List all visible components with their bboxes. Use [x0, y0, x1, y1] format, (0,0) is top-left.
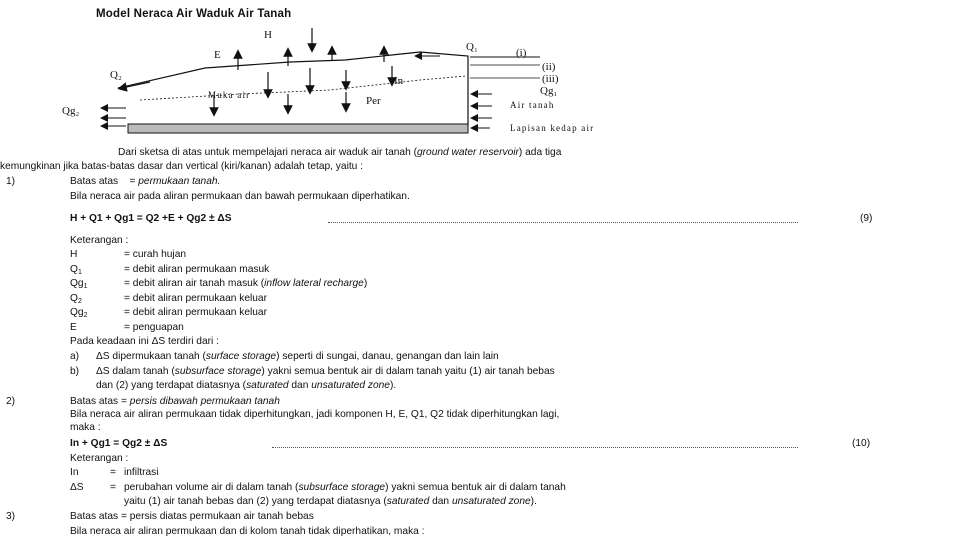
ket1-row-text: = curah hujan: [124, 249, 187, 260]
section-3-heading: Batas atas = persis diatas permukaan air tanah bebas: [70, 511, 314, 522]
sub-a-text: ΔS dipermukaan tanah (surface storage) seperti di sungai, danau, genangan dan lain lain: [96, 351, 499, 362]
keterangan-1-label: Keterangan :: [70, 235, 129, 246]
section-2-heading: Batas atas = persis dibawah permukaan tanah: [70, 396, 280, 407]
ket1-row-symbol: $Qg_1$: [70, 278, 88, 290]
formula-9: H + Q1 + Qg1 = Q2 +E + Qg2 ± ΔS: [70, 213, 232, 224]
ket1-row-symbol: $Qg_2$: [70, 307, 88, 319]
ket2-row-1-eq: =: [110, 467, 116, 478]
section-2-description-2: maka :: [70, 422, 101, 433]
label-muka-air: Muka air: [208, 90, 251, 100]
ket1-row-text: = debit aliran permukaan masuk: [124, 263, 270, 275]
ket2-row-1-sym: In: [70, 467, 79, 478]
ket2-row-2-sym: ΔS: [70, 482, 84, 493]
section-3-number: 3): [6, 511, 16, 522]
section-2-description: Bila neraca air aliran permukaan tidak diperhitungkan, jadi komponen H, E, Q1, Q2 tidak diperhitungkan lagi,: [70, 409, 560, 420]
ket1-row-text: = debit aliran permukaan keluar: [124, 292, 267, 304]
sub-b-label: b): [70, 366, 80, 377]
keadaan-line: Pada keadaan ini ΔS terdiri dari :: [70, 336, 219, 347]
section-1-heading: Batas atas = permukaan tanah.: [70, 176, 221, 187]
section-1-number: 1): [6, 176, 16, 187]
impermeable-layer: [128, 124, 468, 133]
label-qg1: Qg₁: [540, 85, 558, 97]
formula-9-leader: [328, 222, 798, 223]
label-lapisan: Lapisan kedap air: [510, 123, 595, 133]
formula-10-number: (10): [852, 438, 871, 449]
label-q1: Q₁: [466, 41, 478, 53]
label-in: In: [394, 75, 404, 87]
section-1-description: Bila neraca air pada aliran permukaan dan bawah permukaan diperhatikan.: [70, 191, 410, 202]
ground-surface-line: [118, 52, 468, 126]
label-ii: (ii): [542, 61, 556, 73]
sub-b-text: ΔS dalam tanah (subsurface storage) yakni semua bentuk air di dalam tanah yaitu (1) air tanah bebas: [96, 366, 555, 377]
water-table-line: [140, 76, 466, 100]
ket1-row-text: = debit aliran permukaan keluar: [124, 307, 267, 318]
section-3-description: Bila neraca air aliran permukaan dan di kolom tanah tidak diperhatikan, maka :: [70, 526, 425, 537]
ket1-row-symbol: $Q_1$: [70, 263, 82, 276]
ket1-row-symbol: E: [70, 321, 77, 333]
formula-9-number: (9): [860, 213, 873, 224]
label-qg2: Qg₂: [62, 105, 80, 117]
formula-10: In + Qg1 = Qg2 ± ΔS: [70, 438, 168, 449]
label-iii: (iii): [542, 73, 559, 85]
intro-line-2: kemungkinan jika batas-batas dasar dan vertical (kiri/kanan) adalah tetap, yaitu :: [0, 161, 363, 172]
label-i: (i): [516, 47, 527, 59]
label-h: H: [264, 29, 272, 41]
page-title: Model Neraca Air Waduk Air Tanah: [96, 8, 292, 20]
label-e: E: [214, 49, 221, 61]
keterangan-2-label: Keterangan :: [70, 453, 129, 464]
intro-line-1: Dari sketsa di atas untuk mempelajari neraca air waduk air tanah (ground water reservoir) ada tiga: [118, 147, 562, 158]
ket2-row-2-eq: =: [110, 482, 116, 493]
ket2-row-1-text: infiltrasi: [124, 467, 159, 478]
formula-10-leader: [272, 447, 798, 448]
label-per: Per: [366, 95, 381, 107]
ket2-row-2-text-2: yaitu (1) air tanah bebas dan (2) yang terdapat diatasnya (saturated dan unsaturated zone).: [124, 496, 537, 507]
ket1-row-symbol: H: [70, 249, 78, 260]
water-balance-diagram: [0, 0, 960, 140]
sub-a-label: a): [70, 351, 80, 362]
ket1-row-text: = debit aliran air tanah masuk (inflow lateral recharge): [124, 278, 368, 289]
label-q2: Q₂: [110, 69, 122, 81]
section-2-number: 2): [6, 396, 16, 407]
ket1-row-text: = penguapan: [124, 321, 184, 333]
label-air-tanah: Air tanah: [510, 100, 555, 110]
sub-b-text-2: dan (2) yang terdapat diatasnya (saturated dan unsaturated zone).: [96, 380, 397, 391]
ket2-row-2-text: perubahan volume air di dalam tanah (subsurface storage) yakni semua bentuk air di dalam tanah: [124, 482, 566, 493]
ket1-row-symbol: $Q_2$: [70, 292, 82, 305]
